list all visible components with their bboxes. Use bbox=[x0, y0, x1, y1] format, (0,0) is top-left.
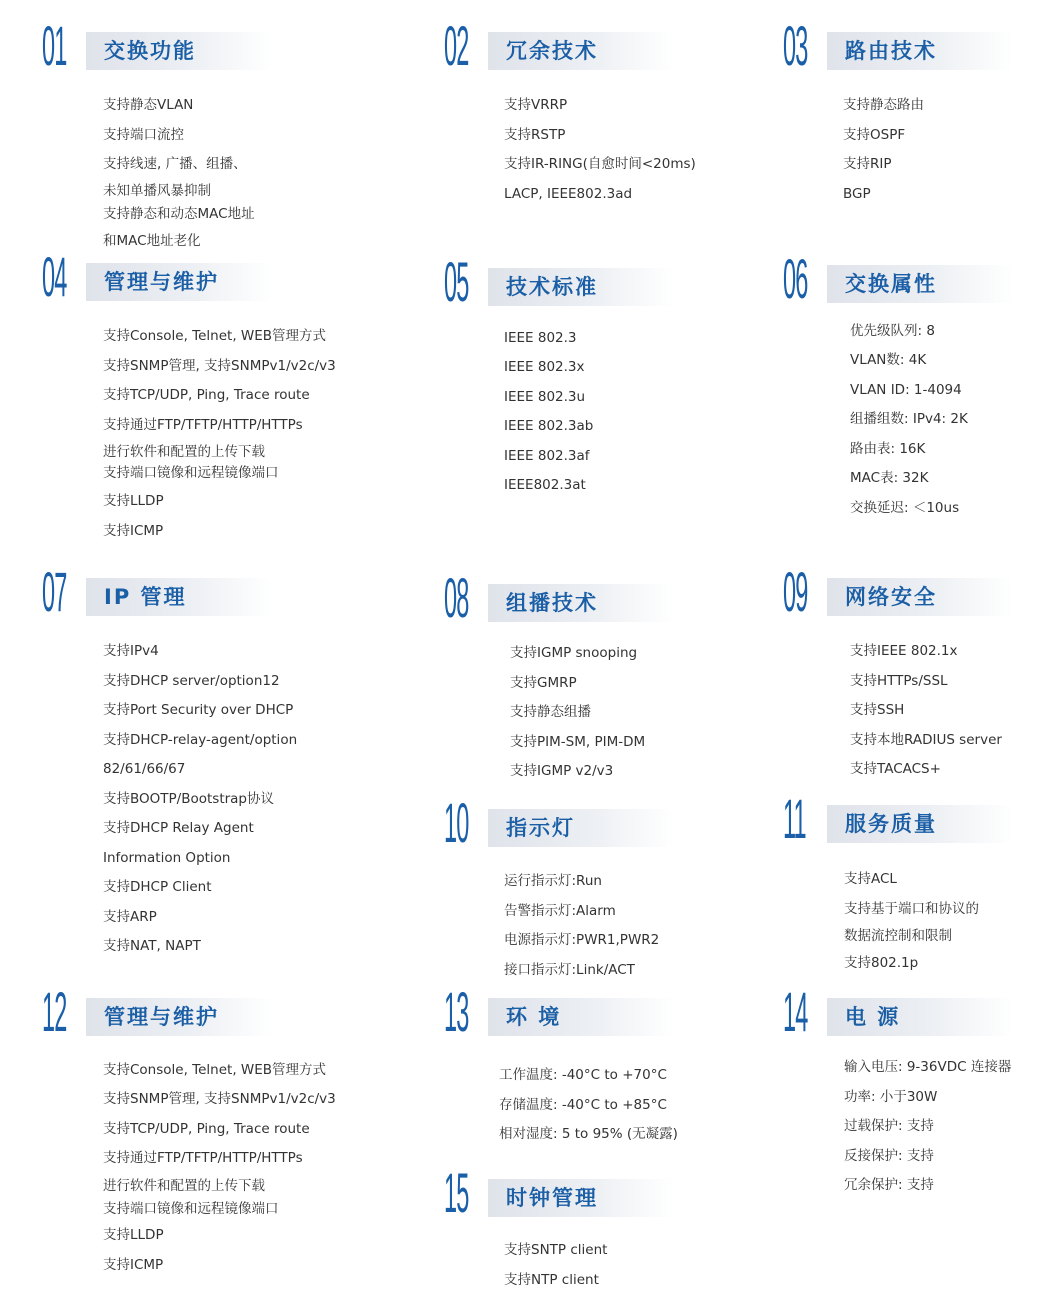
spec-item: 输入电压: 9-36VDC 连接器 bbox=[844, 1059, 1012, 1075]
section-title-bar bbox=[827, 998, 1013, 1036]
section-title: 管理与维护 bbox=[104, 270, 219, 294]
spec-item: 支持线速, 广播、组播、 bbox=[103, 156, 247, 172]
spec-item: 和MAC地址老化 bbox=[103, 233, 201, 249]
spec-item: 功率: 小于30W bbox=[844, 1089, 938, 1105]
spec-item: 支持TACACS+ bbox=[850, 761, 941, 777]
spec-item: 过载保护: 支持 bbox=[844, 1118, 934, 1134]
spec-item: 存储温度: -40°C to +85°C bbox=[499, 1097, 667, 1113]
spec-item: 交换延迟: ＜10us bbox=[850, 500, 960, 516]
section-number: 09 bbox=[783, 560, 808, 623]
spec-item: 支持IGMP snooping bbox=[510, 645, 638, 661]
spec-item: 进行软件和配置的上传下载 bbox=[103, 1178, 265, 1194]
spec-item: 支持LLDP bbox=[103, 1227, 164, 1243]
section-title-bar bbox=[86, 263, 272, 301]
spec-item: 支持静态VLAN bbox=[103, 97, 194, 113]
spec-item: 支持本地RADIUS server bbox=[850, 732, 1002, 748]
spec-item: 支持SNMP管理, 支持SNMPv1/v2c/v3 bbox=[103, 1091, 336, 1107]
spec-item: 告警指示灯:Alarm bbox=[504, 903, 616, 919]
section-title: 网络安全 bbox=[845, 585, 937, 609]
section-title-bar bbox=[488, 1179, 674, 1217]
spec-item: IEEE 802.3 bbox=[504, 330, 577, 346]
section-number: 06 bbox=[783, 247, 808, 310]
section-title-bar bbox=[827, 265, 1013, 303]
spec-item: 支持ICMP bbox=[103, 1257, 164, 1273]
spec-item: 路由表: 16K bbox=[850, 441, 926, 457]
spec-item: 组播组数: IPv4: 2K bbox=[850, 411, 968, 427]
section-title: 交换属性 bbox=[845, 272, 937, 296]
spec-item: 支持IR-RING(自愈时间<20ms) bbox=[504, 156, 696, 172]
spec-item: 支持静态和动态MAC地址 bbox=[103, 206, 255, 222]
section-title: IP 管理 bbox=[104, 585, 187, 609]
spec-item: 支持LLDP bbox=[103, 493, 164, 509]
spec-item: 支持RSTP bbox=[504, 127, 566, 143]
spec-item: 支持端口镜像和远程镜像端口 bbox=[103, 1201, 279, 1217]
section-number: 03 bbox=[783, 14, 808, 77]
spec-item: 支持BOOTP/Bootstrap协议 bbox=[103, 791, 275, 807]
spec-item: 支持Port Security over DHCP bbox=[103, 702, 294, 718]
section-number: 15 bbox=[444, 1161, 469, 1224]
spec-item: MAC表: 32K bbox=[850, 470, 929, 486]
section-title: 服务质量 bbox=[845, 812, 937, 836]
section-number: 04 bbox=[42, 245, 67, 308]
spec-item: 未知单播风暴抑制 bbox=[103, 183, 211, 199]
section-number: 01 bbox=[42, 14, 67, 77]
spec-item: 支持Console, Telnet, WEB管理方式 bbox=[103, 1062, 327, 1078]
spec-item: 支持DHCP server/option12 bbox=[103, 673, 280, 689]
section-title-bar bbox=[488, 584, 674, 622]
spec-item: 支持端口镜像和远程镜像端口 bbox=[103, 465, 279, 481]
spec-item: 支持通过FTP/TFTP/HTTP/HTTPs bbox=[103, 417, 303, 433]
spec-item: IEEE 802.3ab bbox=[504, 418, 594, 434]
spec-item: Information Option bbox=[103, 850, 231, 866]
section-title: 路由技术 bbox=[845, 39, 937, 63]
spec-item: 支持TCP/UDP, Ping, Trace route bbox=[103, 1121, 310, 1137]
spec-item: 支持SSH bbox=[850, 702, 905, 718]
section-title: 时钟管理 bbox=[506, 1186, 598, 1210]
spec-item: 反接保护: 支持 bbox=[844, 1148, 934, 1164]
spec-item: 支持NAT, NAPT bbox=[103, 938, 201, 954]
section-title-bar bbox=[86, 578, 272, 616]
spec-item: 支持OSPF bbox=[843, 127, 906, 143]
spec-item: IEEE 802.3af bbox=[504, 448, 590, 464]
section-title: 指示灯 bbox=[506, 816, 575, 840]
spec-item: IEEE 802.3x bbox=[504, 359, 585, 375]
spec-item: 支持TCP/UDP, Ping, Trace route bbox=[103, 387, 310, 403]
spec-item: IEEE 802.3u bbox=[504, 389, 586, 405]
spec-item: 支持SNTP client bbox=[504, 1242, 608, 1258]
spec-item: 支持NTP client bbox=[504, 1272, 599, 1288]
spec-item: 工作温度: -40°C to +70°C bbox=[499, 1067, 667, 1083]
spec-item: 支持DHCP Client bbox=[103, 879, 212, 895]
section-number: 07 bbox=[42, 560, 67, 623]
section-title-bar bbox=[488, 268, 674, 306]
section-title: 冗余技术 bbox=[506, 39, 598, 63]
spec-item: 支持静态组播 bbox=[510, 704, 591, 720]
section-number: 02 bbox=[444, 14, 469, 77]
spec-item: 支持静态路由 bbox=[843, 97, 924, 113]
section-number: 08 bbox=[444, 566, 469, 629]
section-title-bar bbox=[827, 578, 1013, 616]
spec-item: 数据流控制和限制 bbox=[844, 928, 952, 944]
spec-item: 支持802.1p bbox=[844, 955, 919, 971]
spec-item: 支持端口流控 bbox=[103, 127, 184, 143]
spec-item: 支持IGMP v2/v3 bbox=[510, 763, 614, 779]
spec-item: 接口指示灯:Link/ACT bbox=[504, 962, 635, 978]
section-title-bar bbox=[827, 32, 1013, 70]
section-number: 13 bbox=[444, 980, 469, 1043]
spec-item: 支持ACL bbox=[844, 871, 897, 887]
section-title: 环 境 bbox=[506, 1005, 562, 1029]
section-number: 14 bbox=[783, 980, 808, 1043]
section-title: 交换功能 bbox=[104, 39, 196, 63]
section-title: 技术标准 bbox=[506, 275, 598, 299]
spec-item: 进行软件和配置的上传下载 bbox=[103, 444, 265, 460]
spec-item: 支持ICMP bbox=[103, 523, 164, 539]
spec-item: 相对湿度: 5 to 95% (无凝露) bbox=[499, 1126, 678, 1142]
spec-item: 支持SNMP管理, 支持SNMPv1/v2c/v3 bbox=[103, 358, 336, 374]
spec-item: 支持GMRP bbox=[510, 675, 577, 691]
spec-item: 电源指示灯:PWR1,PWR2 bbox=[504, 932, 660, 948]
section-number: 11 bbox=[783, 787, 806, 850]
spec-item: 支持ARP bbox=[103, 909, 157, 925]
spec-item: 运行指示灯:Run bbox=[504, 873, 602, 889]
section-title: 管理与维护 bbox=[104, 1005, 219, 1029]
section-title-bar bbox=[86, 998, 272, 1036]
spec-item: LACP, IEEE802.3ad bbox=[504, 186, 633, 202]
section-number: 05 bbox=[444, 250, 469, 313]
spec-item: 支持通过FTP/TFTP/HTTP/HTTPs bbox=[103, 1150, 303, 1166]
section-title: 电 源 bbox=[845, 1005, 901, 1029]
spec-item: 支持基于端口和协议的 bbox=[844, 901, 979, 917]
spec-item: 支持HTTPs/SSL bbox=[850, 673, 948, 689]
section-title-bar bbox=[488, 998, 674, 1036]
spec-item: 支持Console, Telnet, WEB管理方式 bbox=[103, 328, 327, 344]
section-title-bar bbox=[86, 32, 272, 70]
spec-item: 支持DHCP Relay Agent bbox=[103, 820, 254, 836]
spec-item: IEEE802.3at bbox=[504, 477, 586, 493]
spec-item: 支持PIM-SM, PIM-DM bbox=[510, 734, 646, 750]
spec-item: 优先级队列: 8 bbox=[850, 323, 935, 339]
section-number: 10 bbox=[444, 791, 469, 854]
spec-item: 支持IEEE 802.1x bbox=[850, 643, 958, 659]
spec-item: VLAN数: 4K bbox=[850, 352, 927, 368]
section-title-bar bbox=[488, 809, 674, 847]
section-title-bar bbox=[488, 32, 674, 70]
spec-item: 支持VRRP bbox=[504, 97, 568, 113]
section-number: 12 bbox=[42, 980, 67, 1043]
spec-item: 82/61/66/67 bbox=[103, 761, 186, 777]
section-title: 组播技术 bbox=[506, 591, 598, 615]
spec-item: VLAN ID: 1-4094 bbox=[850, 382, 962, 398]
spec-item: 支持RIP bbox=[843, 156, 892, 172]
spec-item: 冗余保护: 支持 bbox=[844, 1177, 934, 1193]
section-title-bar bbox=[827, 805, 1013, 843]
spec-item: 支持IPv4 bbox=[103, 643, 159, 659]
spec-item: 支持DHCP-relay-agent/option bbox=[103, 732, 298, 748]
spec-item: BGP bbox=[843, 186, 871, 202]
